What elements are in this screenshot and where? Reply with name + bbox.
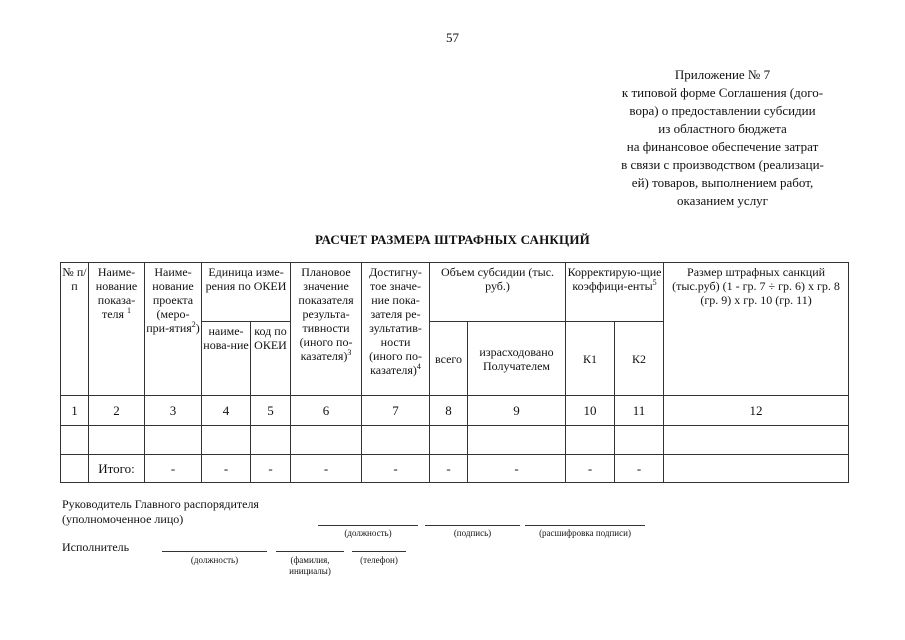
table-cell bbox=[664, 455, 849, 483]
table-cell bbox=[89, 426, 145, 455]
penalty-table bbox=[60, 262, 849, 483]
executor-label: Исполнитель bbox=[62, 540, 130, 554]
header-unit: Единица изме-рения по ОКЕИ bbox=[202, 263, 291, 322]
head-title-line2: (уполномоченное лицо) bbox=[62, 512, 184, 526]
appendix-heading bbox=[590, 66, 855, 210]
header-subsidy-total: всего bbox=[430, 322, 468, 396]
total-label: Итого: bbox=[89, 455, 145, 483]
caption-executor-position: (должность) bbox=[190, 555, 239, 565]
executor-name-line bbox=[276, 551, 344, 552]
signature-line bbox=[425, 525, 520, 526]
column-number: 4 bbox=[202, 396, 251, 426]
executor-phone-line bbox=[352, 551, 406, 552]
column-number: 11 bbox=[615, 396, 664, 426]
total-dash: - bbox=[566, 455, 615, 483]
caption-signature: (подпись) bbox=[453, 528, 492, 538]
header-unit-name: наиме-нова-ние bbox=[202, 322, 251, 396]
header-indicator: Наиме-нование показа-теля $^1$ bbox=[89, 263, 145, 396]
total-dash: - bbox=[145, 455, 202, 483]
header-plan-value: Плановое значение показателя результа-тивности (иного по-казателя)$^3$ bbox=[291, 263, 362, 396]
total-row bbox=[61, 455, 849, 483]
column-number: 10 bbox=[566, 396, 615, 426]
appendix-line: оказанием услуг bbox=[676, 193, 769, 208]
column-number: 12 bbox=[664, 396, 849, 426]
table-cell bbox=[61, 455, 89, 483]
head-title-line1: Руководитель Главного распорядителя bbox=[62, 497, 259, 511]
total-dash: - bbox=[362, 455, 430, 483]
table-cell bbox=[145, 426, 202, 455]
column-number: 9 bbox=[468, 396, 566, 426]
header-coefficients: Корректирую-щие коэффици-енты$^5$ bbox=[566, 263, 664, 322]
header-penalty-size: Размер штрафных санкций (тыс.руб) (1 - гр. 7 ÷ гр. 6) х гр. 8 (гр. 9) х гр. 10 (гр. 11) bbox=[664, 263, 849, 396]
header-achieved-value: Достигну-тое значе-ние пока-зателя ре-зультатив-ности (иного по-казателя)$^4$ bbox=[362, 263, 430, 396]
table-cell bbox=[251, 426, 291, 455]
executor-position-line bbox=[162, 551, 267, 552]
table-cell bbox=[664, 426, 849, 455]
appendix-line: из областного бюджета bbox=[658, 121, 787, 136]
column-number: 1 bbox=[61, 396, 89, 426]
column-number: 5 bbox=[251, 396, 291, 426]
appendix-line: вора) о предоставлении субсидии bbox=[629, 103, 816, 118]
column-number: 3 bbox=[145, 396, 202, 426]
page-number: 57 bbox=[446, 30, 459, 45]
appendix-line: ей) товаров, выполнением работ, bbox=[631, 175, 814, 190]
table-cell bbox=[291, 426, 362, 455]
total-dash: - bbox=[291, 455, 362, 483]
table-cell bbox=[61, 426, 89, 455]
appendix-line: на финансовое обеспечение затрат bbox=[626, 139, 819, 154]
appendix-line: в связи с производством (реализаци- bbox=[621, 157, 824, 172]
total-dash: - bbox=[430, 455, 468, 483]
column-number: 6 bbox=[291, 396, 362, 426]
header-number: № п/п bbox=[61, 263, 89, 396]
decoding-signature-line bbox=[525, 525, 645, 526]
total-dash: - bbox=[468, 455, 566, 483]
caption-decoding: (расшифровка подписи) bbox=[539, 528, 631, 538]
caption-executor-phone: (телефон) bbox=[360, 555, 398, 565]
table-cell bbox=[362, 426, 430, 455]
caption-position: (должность) bbox=[344, 528, 392, 538]
column-number: 8 bbox=[430, 396, 468, 426]
total-dash: - bbox=[251, 455, 291, 483]
appendix-line: Приложение № 7 bbox=[674, 67, 771, 82]
table-cell bbox=[202, 426, 251, 455]
appendix-line: к типовой форме Соглашения (дого- bbox=[621, 85, 824, 100]
table-cell bbox=[430, 426, 468, 455]
table-cell bbox=[468, 426, 566, 455]
header-subsidy: Объем субсидии (тыс. руб.) bbox=[430, 263, 566, 322]
total-dash: - bbox=[202, 455, 251, 483]
table-cell bbox=[566, 426, 615, 455]
header-project: Наиме-нование проекта (меро-при-ятия$^2$) bbox=[145, 263, 202, 396]
position-signature-line bbox=[318, 525, 418, 526]
document-title: РАСЧЕТ РАЗМЕРА ШТРАФНЫХ САНКЦИЙ bbox=[315, 232, 590, 247]
caption-executor-name: (фамилия, инициалы) bbox=[289, 555, 331, 576]
table-row bbox=[61, 426, 849, 455]
header-unit-code: код по ОКЕИ bbox=[251, 322, 291, 396]
column-number: 2 bbox=[89, 396, 145, 426]
header-k1: К1 bbox=[566, 322, 615, 396]
column-number: 7 bbox=[362, 396, 430, 426]
header-k2: К2 bbox=[615, 322, 664, 396]
table-cell bbox=[615, 426, 664, 455]
total-dash: - bbox=[615, 455, 664, 483]
header-subsidy-spent: израсходовано Получателем bbox=[468, 322, 566, 396]
